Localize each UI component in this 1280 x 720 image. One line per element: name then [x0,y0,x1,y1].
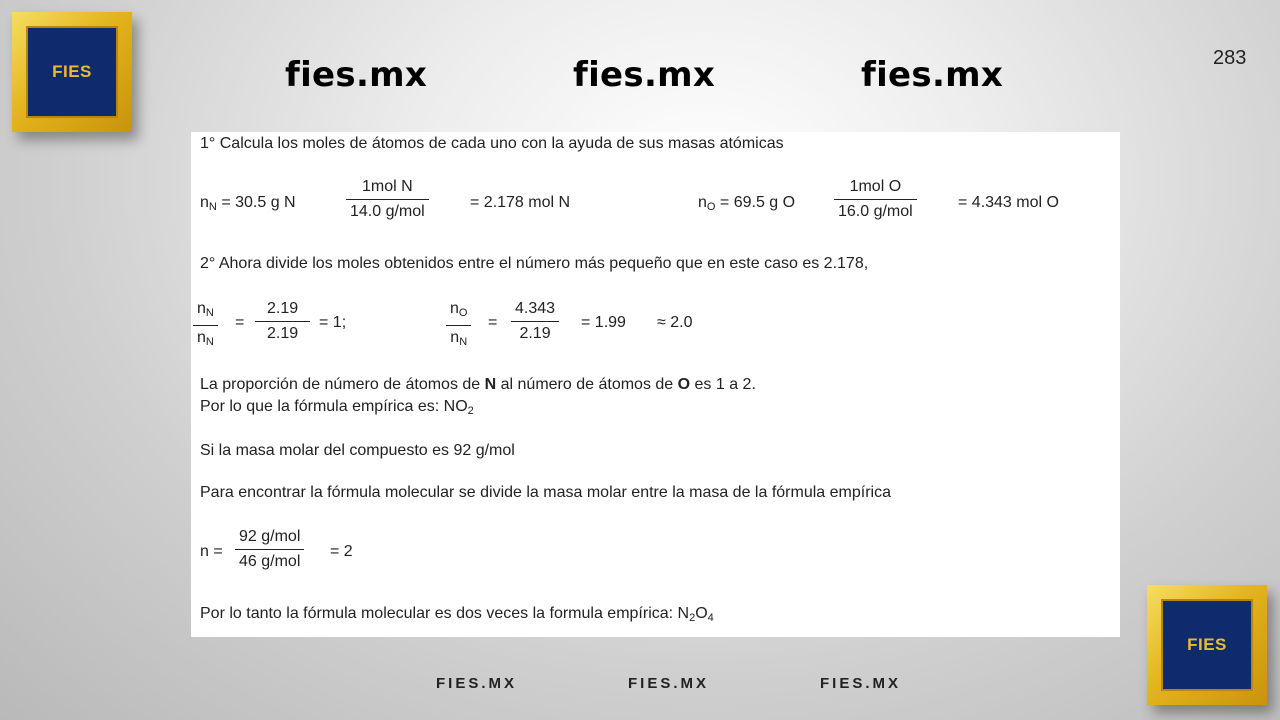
calc-o-lhs: $n_O = 69.5$ g O [698,194,796,213]
ratio-n-left-fraction: $\frac{n_N}{n_N}$ [193,300,218,351]
calc-n-fraction [346,178,429,221]
factor-result: = 2 [330,543,353,560]
footer-brand-1: FIES.MX [436,675,518,692]
calc-n-lhs: $n_N = 30.5$ g N [200,194,296,213]
empirical-formula-text: Por lo que la fórmula empírica es: $NO_2$ [200,398,474,417]
ratio-o-left-fraction: $\frac{n_O}{n_N}$ [446,300,471,351]
page-number: 283 [1213,47,1247,69]
header-brand-1: fies.mx [285,55,428,95]
header-brand-2: fies.mx [573,55,716,95]
step2-text: 2° Ahora divide los moles obtenidos entre el número más pequeño que en este caso es 2.178, [200,255,869,272]
calc-n-frac-den: 14.0 g/mol [346,199,429,221]
calc-o-frac-den: 16.0 g/mol [834,199,917,221]
ratio-o-eq: = [488,314,498,331]
fies-logo-text: FIES [26,26,118,118]
fies-logo-text: FIES [1161,599,1253,691]
header-brand-3: fies.mx [861,55,1004,95]
content-panel [191,132,1120,637]
calc-o-frac-num: 1mol O [849,178,902,195]
ratio-n-eq: = [235,314,245,331]
footer-brand-3: FIES.MX [820,675,902,692]
footer-brand-2: FIES.MX [628,675,710,692]
molecular-intro-text: Para encontrar la fórmula molecular se divide la masa molar entre la masa de la fórmula empírica [200,484,891,501]
ratio-n-result: = 1; [319,314,347,331]
ratio-o-result: = 1.99 [581,314,626,331]
step1-text: 1° Calcula los moles de átomos de cada uno con la ayuda de sus masas atómicas [200,135,784,152]
proportion-text: La proporción de número de átomos de N al número de átomos de O es 1 a 2. [200,376,756,393]
factor-lhs: n = [200,543,223,560]
factor-fraction: 92 g/mol 46 g/mol [235,528,304,571]
calc-o-fraction [834,178,917,221]
molar-mass-text: Si la masa molar del compuesto es 92 g/mol [200,442,515,459]
calc-n-frac-num: 1mol N [362,178,413,195]
conclusion-text: Por lo tanto la fórmula molecular es dos veces la formula empírica: $N_2O_4$ [200,605,714,624]
calc-n-result: = 2.178 mol N [470,194,571,211]
ratio-o-fraction: $\frac{4.343}{2.19}$ [507,300,563,343]
ratio-n-fraction: $\frac{2.19}{2.19}$ [255,300,310,343]
fies-logo-top-left [12,12,132,132]
calc-o-result: = 4.343 mol O [958,194,1059,211]
ratio-o-approx: ≈ 2.0 [657,314,693,331]
fies-logo-bottom-right [1147,585,1267,705]
